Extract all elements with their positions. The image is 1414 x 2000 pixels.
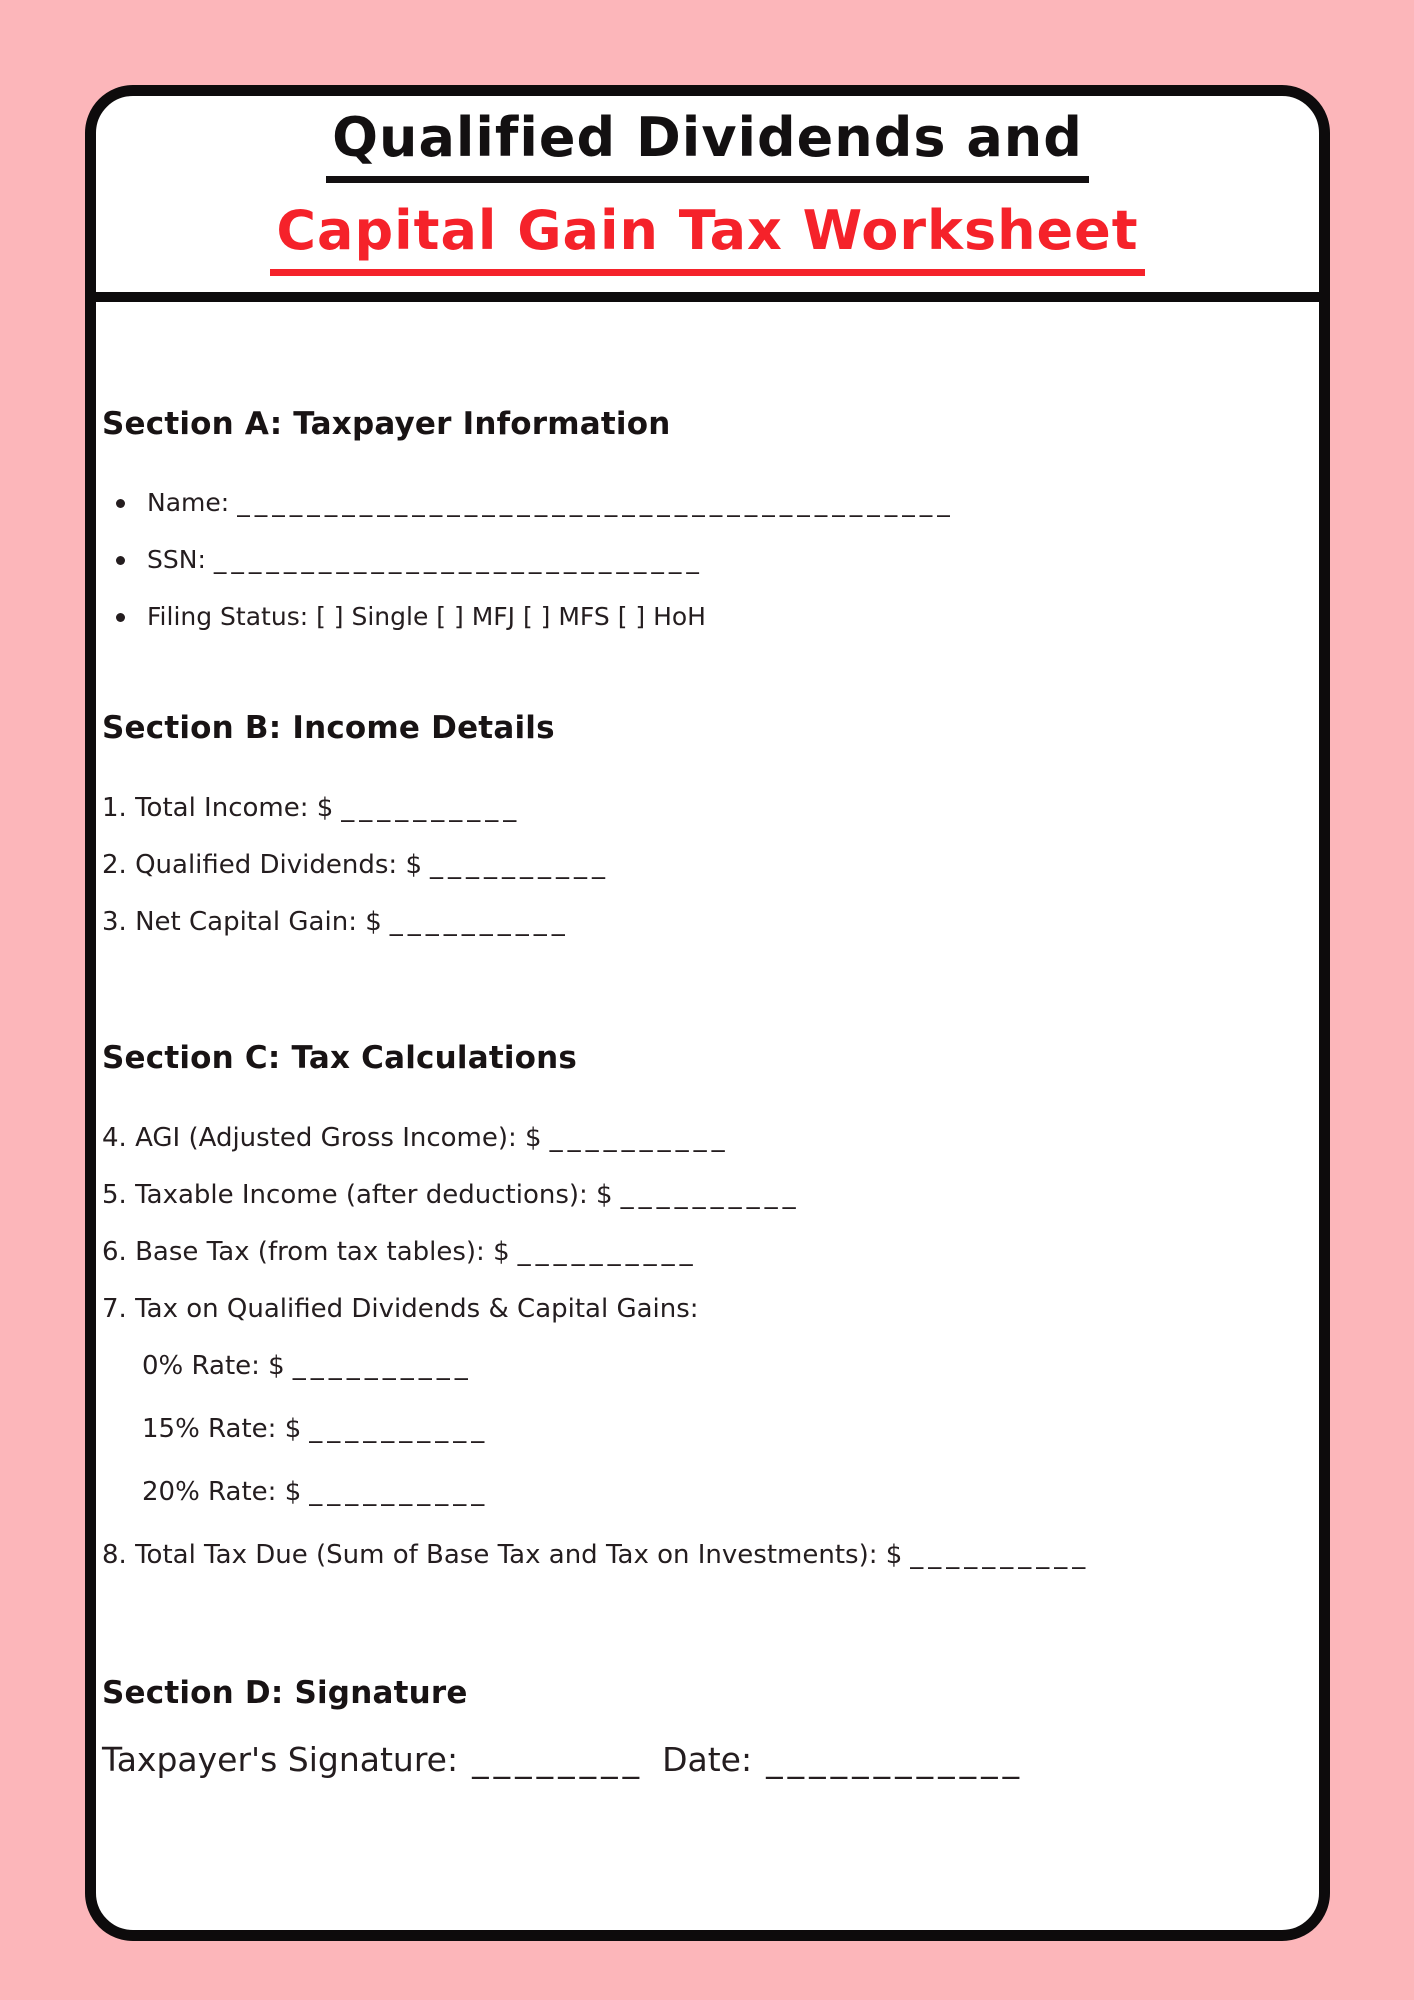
agi-label: 4. AGI (Adjusted Gross Income): $: [102, 1123, 542, 1153]
line-rate-15: [142, 1411, 1301, 1447]
rate-0-blank-field[interactable]: __________: [292, 1351, 473, 1381]
rate-0-label: 0% Rate: $: [142, 1351, 285, 1381]
rate-20-label: 20% Rate: $: [142, 1477, 302, 1507]
rate-15-label: 15% Rate: $: [142, 1414, 302, 1444]
agi-blank-field[interactable]: __________: [549, 1123, 730, 1153]
section-d-heading: Section D: Signature: [102, 1675, 468, 1711]
title-line-1: Qualified Dividends and: [326, 104, 1089, 183]
signature-row: [102, 1737, 1301, 1783]
name-label: Name:: [147, 488, 230, 517]
taxpayer-info-list: [102, 486, 1301, 634]
name-row: [102, 486, 1301, 520]
taxable-income-label: 5. Taxable Income (after deductions): $: [102, 1180, 613, 1210]
section-c-heading: Section C: Tax Calculations: [102, 1040, 578, 1076]
worksheet-card: [85, 85, 1330, 1941]
total-income-label: 1. Total Income: $: [102, 793, 334, 823]
worksheet-header: [96, 96, 1319, 302]
bullet-icon: [116, 556, 125, 565]
rate-20-blank-field[interactable]: __________: [309, 1477, 490, 1507]
date-label: Date:: [662, 1740, 753, 1779]
section-a-heading: Section A: Taxpayer Information: [102, 406, 671, 442]
bullet-icon: [116, 613, 125, 622]
date-blank-field[interactable]: ____________: [766, 1740, 1025, 1779]
bullet-icon: [116, 499, 125, 508]
ssn-label: SSN:: [147, 545, 206, 574]
ssn-row: [102, 543, 1301, 577]
taxable-income-blank-field[interactable]: __________: [620, 1180, 801, 1210]
line-net-capital-gain: [102, 904, 1301, 940]
line-agi: [102, 1120, 1301, 1156]
total-tax-due-label: 8. Total Tax Due (Sum of Base Tax and Tax on Investments): $: [102, 1540, 903, 1570]
qualified-dividends-blank-field[interactable]: __________: [430, 850, 610, 880]
tax-on-dividends-gains-label: 7. Tax on Qualified Dividends & Capital Gains:: [102, 1294, 699, 1324]
signature-label: Taxpayer's Signature:: [102, 1740, 459, 1779]
rate-15-blank-field[interactable]: __________: [309, 1414, 490, 1444]
title-line-2: Capital Gain Tax Worksheet: [270, 197, 1144, 276]
signature-blank-field[interactable]: ________: [472, 1740, 645, 1779]
name-blank-field[interactable]: _________________________________________: [237, 488, 955, 517]
section-b-heading: Section B: Income Details: [102, 710, 555, 746]
net-capital-gain-label: 3. Net Capital Gain: $: [102, 907, 382, 937]
line-taxable-income: [102, 1177, 1301, 1213]
line-qualified-dividends: [102, 847, 1301, 883]
tax-calculations-list: [102, 1120, 1301, 1573]
total-tax-due-blank-field[interactable]: __________: [910, 1540, 1091, 1570]
ssn-blank-field[interactable]: ____________________________: [213, 545, 704, 574]
line-base-tax: [102, 1234, 1301, 1270]
line-total-tax-due: [102, 1537, 1301, 1573]
filing-status-row[interactable]: [102, 600, 1301, 634]
qualified-dividends-label: 2. Qualified Dividends: $: [102, 850, 422, 880]
net-capital-gain-blank-field[interactable]: __________: [389, 907, 570, 937]
base-tax-blank-field[interactable]: __________: [517, 1237, 698, 1267]
income-details-list: [102, 790, 1301, 940]
line-tax-on-dividends-gains: [102, 1291, 1301, 1327]
base-tax-label: 6. Base Tax (from tax tables): $: [102, 1237, 510, 1267]
line-total-income: [102, 790, 1301, 826]
line-rate-0: [142, 1348, 1301, 1384]
line-rate-20: [142, 1474, 1301, 1510]
worksheet-body: [96, 406, 1319, 1783]
filing-status-label[interactable]: Filing Status: [ ] Single [ ] MFJ [ ] MFS [ ] HoH: [147, 602, 706, 631]
total-income-blank-field[interactable]: __________: [341, 793, 522, 823]
